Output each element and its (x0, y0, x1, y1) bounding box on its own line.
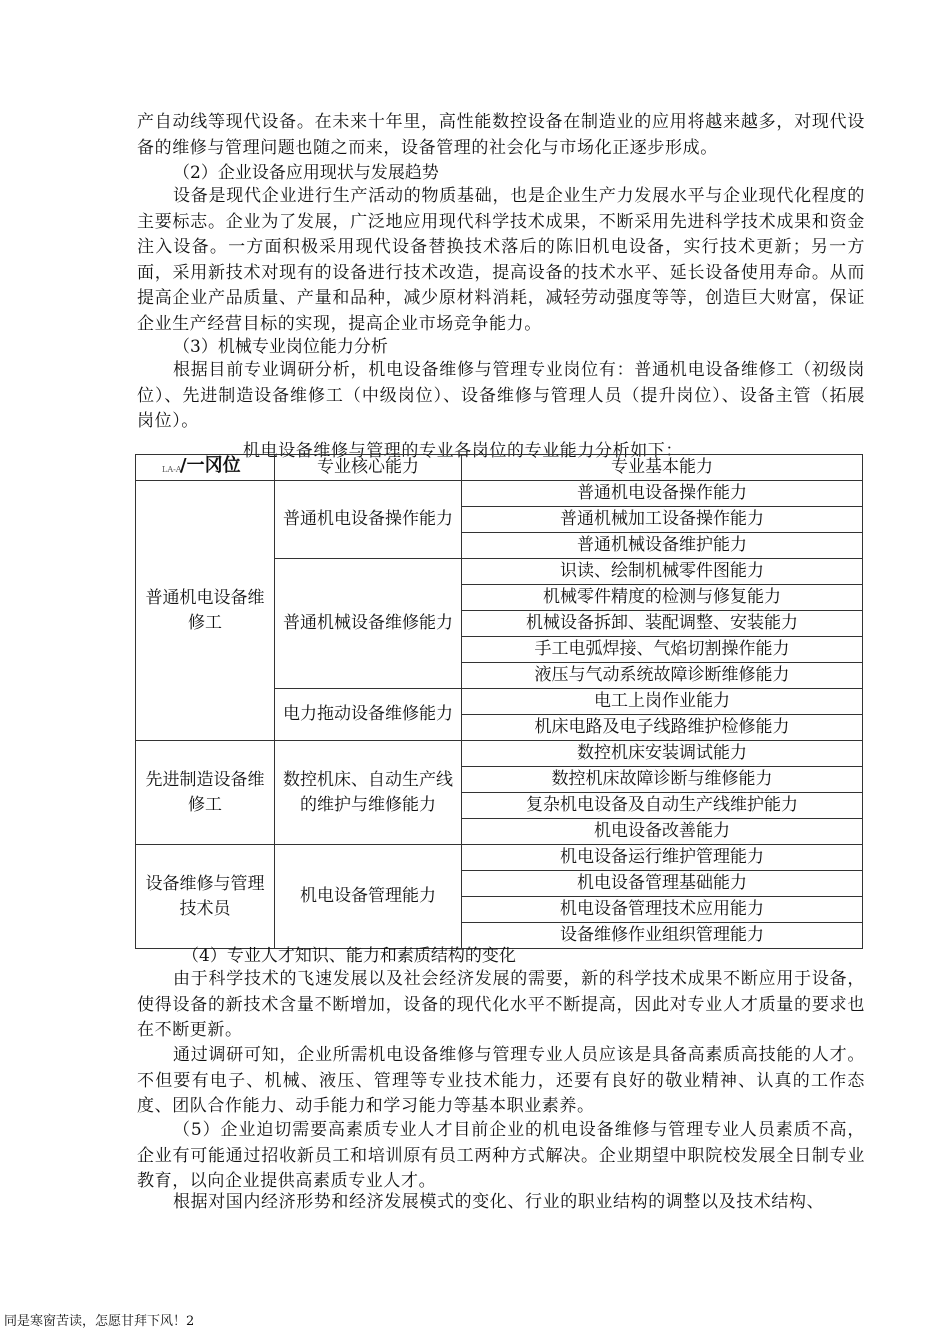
basic-cell: 电工上岗作业能力 (462, 689, 863, 715)
basic-cell: 机械零件精度的检测与修复能力 (462, 585, 863, 611)
basic-cell: 普通机电设备操作能力 (462, 481, 863, 507)
heading-3: （3）机械专业岗位能力分析 (173, 337, 388, 357)
post-cell: 先进制造设备维修工 (136, 741, 275, 845)
table-row (136, 481, 863, 507)
paragraph-6: （5）企业迫切需要高素质专业人才目前企业的机电设备维修与管理专业人员素质不高，企业有可能通过招收新员工和培训原有员工两种方式解决。企业期望中职院校发展全日制专业教育，以向企业提供高素质专业人才。 (137, 1120, 865, 1191)
header-basic: 专业基本能力 (462, 455, 863, 481)
table-row (136, 845, 863, 871)
basic-cell: 普通机械设备维护能力 (462, 533, 863, 559)
table-row (136, 741, 863, 767)
core-cell: 普通机械设备维修能力 (275, 559, 462, 689)
page-footer: 同是寒窗苦读，怎愿甘拜下风！2 (4, 1314, 195, 1329)
header-diag-small: LA-A (162, 465, 182, 474)
core-cell: 机电设备管理能力 (275, 845, 462, 949)
basic-cell: 机电设备管理基础能力 (462, 871, 863, 897)
core-cell: 数控机床、自动生产线的维护与维修能力 (275, 741, 462, 845)
heading-4: （4）专业人才知识、能力和素质结构的变化 (182, 946, 516, 966)
basic-cell: 机械设备拆卸、装配调整、安装能力 (462, 611, 863, 637)
header-core: 专业核心能力 (275, 455, 462, 481)
paragraph-3: 根据目前专业调研分析，机电设备维修与管理专业岗位有：普通机电设备维修工（初级岗位）、先进制造设备维修工（中级岗位）、设备维修与管理人员（提升岗位）、设备主管（拓展岗位）。 (137, 360, 865, 431)
basic-cell: 复杂机电设备及自动生产线维护能力 (462, 793, 863, 819)
basic-cell: 液压与气动系统故障诊断维修能力 (462, 663, 863, 689)
header-diagonal-cell (136, 455, 275, 481)
basic-cell: 识读、绘制机械零件图能力 (462, 559, 863, 585)
heading-2: （2）企业设备应用现状与发展趋势 (173, 163, 439, 183)
paragraph-4: 由于科学技术的飞速发展以及社会经济发展的需要，新的科学技术成果不断应用于设备，使得设备的新技术含量不断增加，设备的现代化水平不断提高，因此对专业人才质量的要求也在不断更新。 (137, 969, 865, 1040)
paragraph-5: 通过调研可知，企业所需机电设备维修与管理专业人员应该是具备高素质高技能的人才。不但要有电子、机械、液压、管理等专业技术能力，还要有良好的敬业精神、认真的工作态度、团队合作能力、动手能力和学习能力等基本职业素养。 (137, 1045, 865, 1116)
basic-cell: 机电设备管理技术应用能力 (462, 897, 863, 923)
header-diag-label: /一冈位 (180, 455, 241, 476)
paragraph-1: 产自动线等现代设备。在未来十年里，高性能数控设备在制造业的应用将越来越多，对现代设备的维修与管理问题也随之而来，设备管理的社会化与市场化正逐步形成。 (137, 112, 865, 158)
core-cell: 电力拖动设备维修能力 (275, 689, 462, 741)
basic-cell: 数控机床安装调试能力 (462, 741, 863, 767)
table-caption: 机电设备维修与管理的专业各岗位的专业能力分析如下： (243, 441, 683, 461)
basic-cell: 机电设备运行维护管理能力 (462, 845, 863, 871)
table-header-row (136, 455, 863, 481)
paragraph-2: 设备是现代企业进行生产活动的物质基础，也是企业生产力发展水平与企业现代化程度的主要标志。企业为了发展，广泛地应用现代科学技术成果，不断采用先进科学技术成果和资金注入设备。一方面积极采用现代设备替换技术落后的陈旧机电设备，实行技术更新；另一方面，采用新技术对现有的设备进行技术改造，提高设备的技术水平、延长设备使用寿命。从而提高企业产品质量、产量和品种，减少原材料消耗，减轻劳动强度等等，创造巨大财富，保证企业生产经营目标的实现，提高企业市场竞争能力。 (137, 186, 865, 334)
basic-cell: 设备维修作业组织管理能力 (462, 923, 863, 949)
basic-cell: 手工电弧焊接、气焰切割操作能力 (462, 637, 863, 663)
paragraph-7: 根据对国内经济形势和经济发展模式的变化、行业的职业结构的调整以及技术结构、 (173, 1192, 825, 1212)
basic-cell: 机电设备改善能力 (462, 819, 863, 845)
ability-table (135, 454, 863, 949)
basic-cell: 数控机床故障诊断与维修能力 (462, 767, 863, 793)
post-cell: 普通机电设备维修工 (136, 481, 275, 741)
basic-cell: 普通机械加工设备操作能力 (462, 507, 863, 533)
post-cell: 设备维修与管理技术员 (136, 845, 275, 949)
core-cell: 普通机电设备操作能力 (275, 481, 462, 559)
basic-cell: 机床电路及电子线路维护检修能力 (462, 715, 863, 741)
